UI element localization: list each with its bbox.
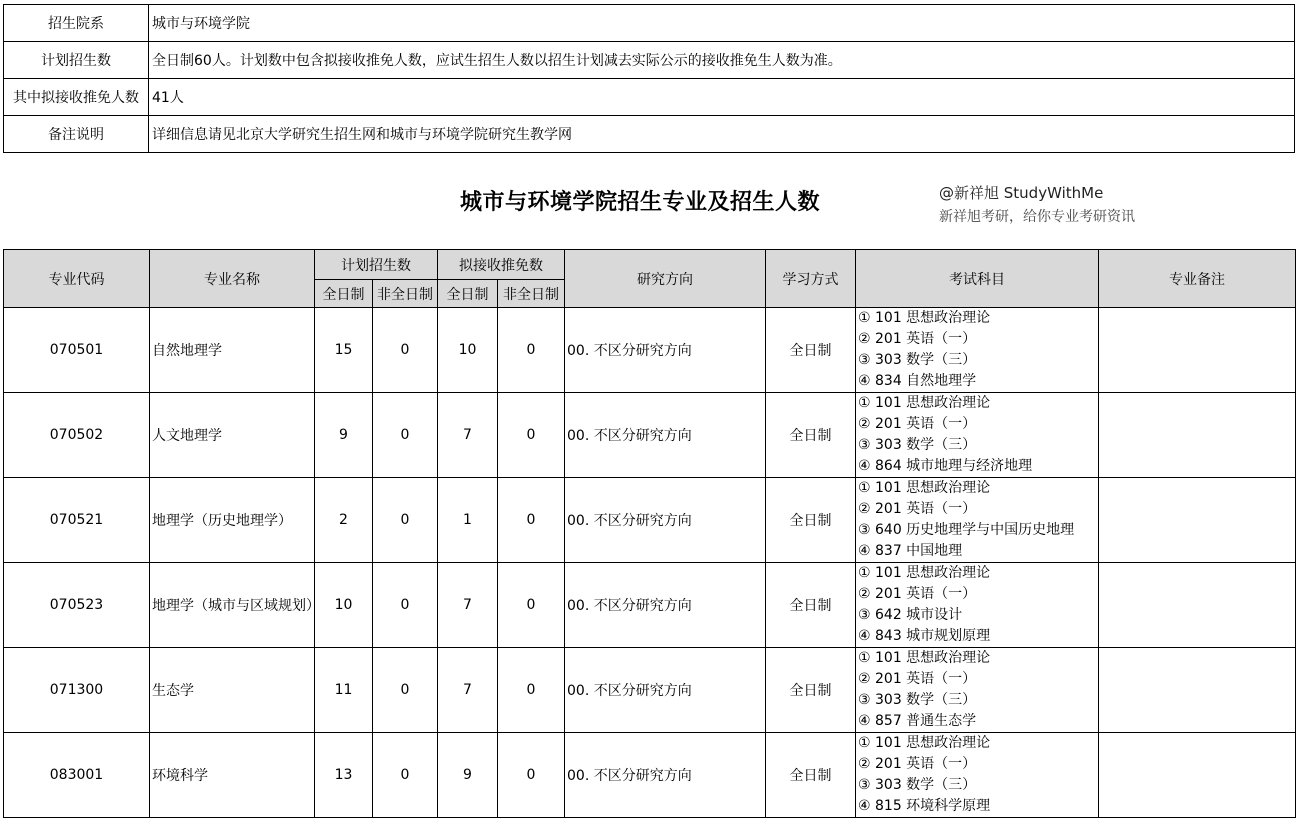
exam-subject: ① 101 思想政治理论: [858, 735, 991, 751]
study-mode: 全日制: [766, 478, 856, 563]
exam-subject: ③ 303 数学（三）: [858, 692, 977, 708]
major-remark: [1099, 478, 1296, 563]
rec-part: 0: [498, 308, 565, 393]
rec-part: 0: [498, 648, 565, 733]
table-row: [4, 733, 1296, 818]
exam-subject: ② 201 英语（一）: [858, 756, 977, 772]
plan-part: 0: [373, 393, 438, 478]
exam-subject: ③ 642 城市设计: [858, 607, 963, 623]
header-name: 专业名称: [150, 250, 315, 308]
plan-part: 0: [373, 308, 438, 393]
major-code: 070521: [4, 478, 150, 563]
rec-full: 7: [438, 563, 498, 648]
major-remark: [1099, 308, 1296, 393]
info-label: 备注说明: [4, 116, 149, 153]
header-plan: 计划招生数: [315, 250, 438, 280]
exam-subjects: [856, 648, 1099, 733]
exam-subject: ④ 864 城市地理与经济地理: [858, 458, 1033, 474]
rec-part: 0: [498, 563, 565, 648]
research-direction: 00. 不区分研究方向: [565, 478, 766, 563]
plan-full: 11: [315, 648, 373, 733]
info-label: 招生院系: [4, 5, 149, 42]
study-mode: 全日制: [766, 733, 856, 818]
exam-subject: ④ 837 中国地理: [858, 543, 963, 559]
plan-full: 2: [315, 478, 373, 563]
rec-full: 1: [438, 478, 498, 563]
plan-part: 0: [373, 478, 438, 563]
header-direction: 研究方向: [565, 250, 766, 308]
study-mode: 全日制: [766, 308, 856, 393]
research-direction: 00. 不区分研究方向: [565, 648, 766, 733]
header-code: 专业代码: [4, 250, 150, 308]
major-table: [3, 249, 1296, 818]
header-exam: 考试科目: [856, 250, 1099, 308]
table-row: [4, 478, 1296, 563]
info-value: 详细信息请见北京大学研究生招生网和城市与环境学院研究生教学网: [149, 116, 1295, 153]
table-row: [4, 563, 1296, 648]
exam-subjects: [856, 478, 1099, 563]
exam-subject: ③ 303 数学（三）: [858, 437, 977, 453]
exam-subjects: [856, 308, 1099, 393]
exam-subjects: [856, 563, 1099, 648]
exam-subject: ② 201 英语（一）: [858, 586, 977, 602]
exam-subject: ④ 857 普通生态学: [858, 713, 977, 729]
exam-subject: ② 201 英语（一）: [858, 416, 977, 432]
institute-info-table: [3, 4, 1295, 153]
header-rec-part: 非全日制: [498, 280, 565, 308]
exam-subject: ④ 843 城市规划原理: [858, 628, 991, 644]
rec-part: 0: [498, 478, 565, 563]
major-name: 地理学（历史地理学）: [150, 478, 315, 563]
header-rec-full: 全日制: [438, 280, 498, 308]
exam-subject: ① 101 思想政治理论: [858, 480, 991, 496]
major-name: 自然地理学: [150, 308, 315, 393]
exam-subject: ① 101 思想政治理论: [858, 395, 991, 411]
header-plan-part: 非全日制: [373, 280, 438, 308]
table-row: [4, 308, 1296, 393]
study-mode: 全日制: [766, 648, 856, 733]
research-direction: 00. 不区分研究方向: [565, 733, 766, 818]
header-remark: 专业备注: [1099, 250, 1296, 308]
major-remark: [1099, 393, 1296, 478]
plan-part: 0: [373, 733, 438, 818]
table-row: [4, 393, 1296, 478]
info-label: 计划招生数: [4, 42, 149, 79]
exam-subjects: [856, 393, 1099, 478]
plan-full: 9: [315, 393, 373, 478]
page-title: 城市与环境学院招生专业及招生人数: [460, 190, 821, 215]
exam-subject: ④ 815 环境科学原理: [858, 798, 991, 814]
watermark-handle: @新祥旭 StudyWithMe: [939, 184, 1104, 202]
rec-part: 0: [498, 733, 565, 818]
rec-full: 7: [438, 648, 498, 733]
study-mode: 全日制: [766, 563, 856, 648]
major-code: 070502: [4, 393, 150, 478]
exam-subject: ① 101 思想政治理论: [858, 650, 991, 666]
info-value: 城市与环境学院: [149, 5, 1295, 42]
exam-subject: ③ 303 数学（三）: [858, 352, 977, 368]
plan-full: 10: [315, 563, 373, 648]
major-name: 人文地理学: [150, 393, 315, 478]
exam-subject: ② 201 英语（一）: [858, 501, 977, 517]
major-name: 地理学（城市与区域规划）: [150, 563, 315, 648]
research-direction: 00. 不区分研究方向: [565, 563, 766, 648]
exam-subject: ③ 640 历史地理学与中国历史地理: [858, 522, 1075, 538]
rec-full: 9: [438, 733, 498, 818]
exam-subject: ② 201 英语（一）: [858, 671, 977, 687]
exam-subject: ④ 834 自然地理学: [858, 373, 977, 389]
header-plan-full: 全日制: [315, 280, 373, 308]
major-remark: [1099, 648, 1296, 733]
header-mode: 学习方式: [766, 250, 856, 308]
rec-full: 7: [438, 393, 498, 478]
exam-subject: ③ 303 数学（三）: [858, 777, 977, 793]
watermark: [939, 182, 1135, 226]
header-row: [4, 250, 1296, 280]
info-value: 全日制60人。计划数中包含拟接收推免人数，应试生招生人数以招生计划减去实际公示的接收推免生人数为准。: [149, 42, 1295, 79]
exam-subject: ① 101 思想政治理论: [858, 310, 991, 326]
exam-subject: ② 201 英语（一）: [858, 331, 977, 347]
major-code: 070523: [4, 563, 150, 648]
plan-full: 15: [315, 308, 373, 393]
research-direction: 00. 不区分研究方向: [565, 393, 766, 478]
major-code: 070501: [4, 308, 150, 393]
exam-subject: ① 101 思想政治理论: [858, 565, 991, 581]
info-row: [4, 42, 1295, 79]
study-mode: 全日制: [766, 393, 856, 478]
research-direction: 00. 不区分研究方向: [565, 308, 766, 393]
watermark-subtitle: 新祥旭考研，给你专业考研资讯: [939, 209, 1135, 225]
rec-full: 10: [438, 308, 498, 393]
major-remark: [1099, 733, 1296, 818]
plan-full: 13: [315, 733, 373, 818]
major-remark: [1099, 563, 1296, 648]
info-row: [4, 116, 1295, 153]
major-name: 生态学: [150, 648, 315, 733]
plan-part: 0: [373, 563, 438, 648]
major-code: 083001: [4, 733, 150, 818]
plan-part: 0: [373, 648, 438, 733]
table-row: [4, 648, 1296, 733]
info-row: [4, 5, 1295, 42]
header-recommend: 拟接收推免数: [438, 250, 565, 280]
info-row: [4, 79, 1295, 116]
info-value: 41人: [149, 79, 1295, 116]
major-code: 071300: [4, 648, 150, 733]
major-name: 环境科学: [150, 733, 315, 818]
rec-part: 0: [498, 393, 565, 478]
info-label: 其中拟接收推免人数: [4, 79, 149, 116]
exam-subjects: [856, 733, 1099, 818]
